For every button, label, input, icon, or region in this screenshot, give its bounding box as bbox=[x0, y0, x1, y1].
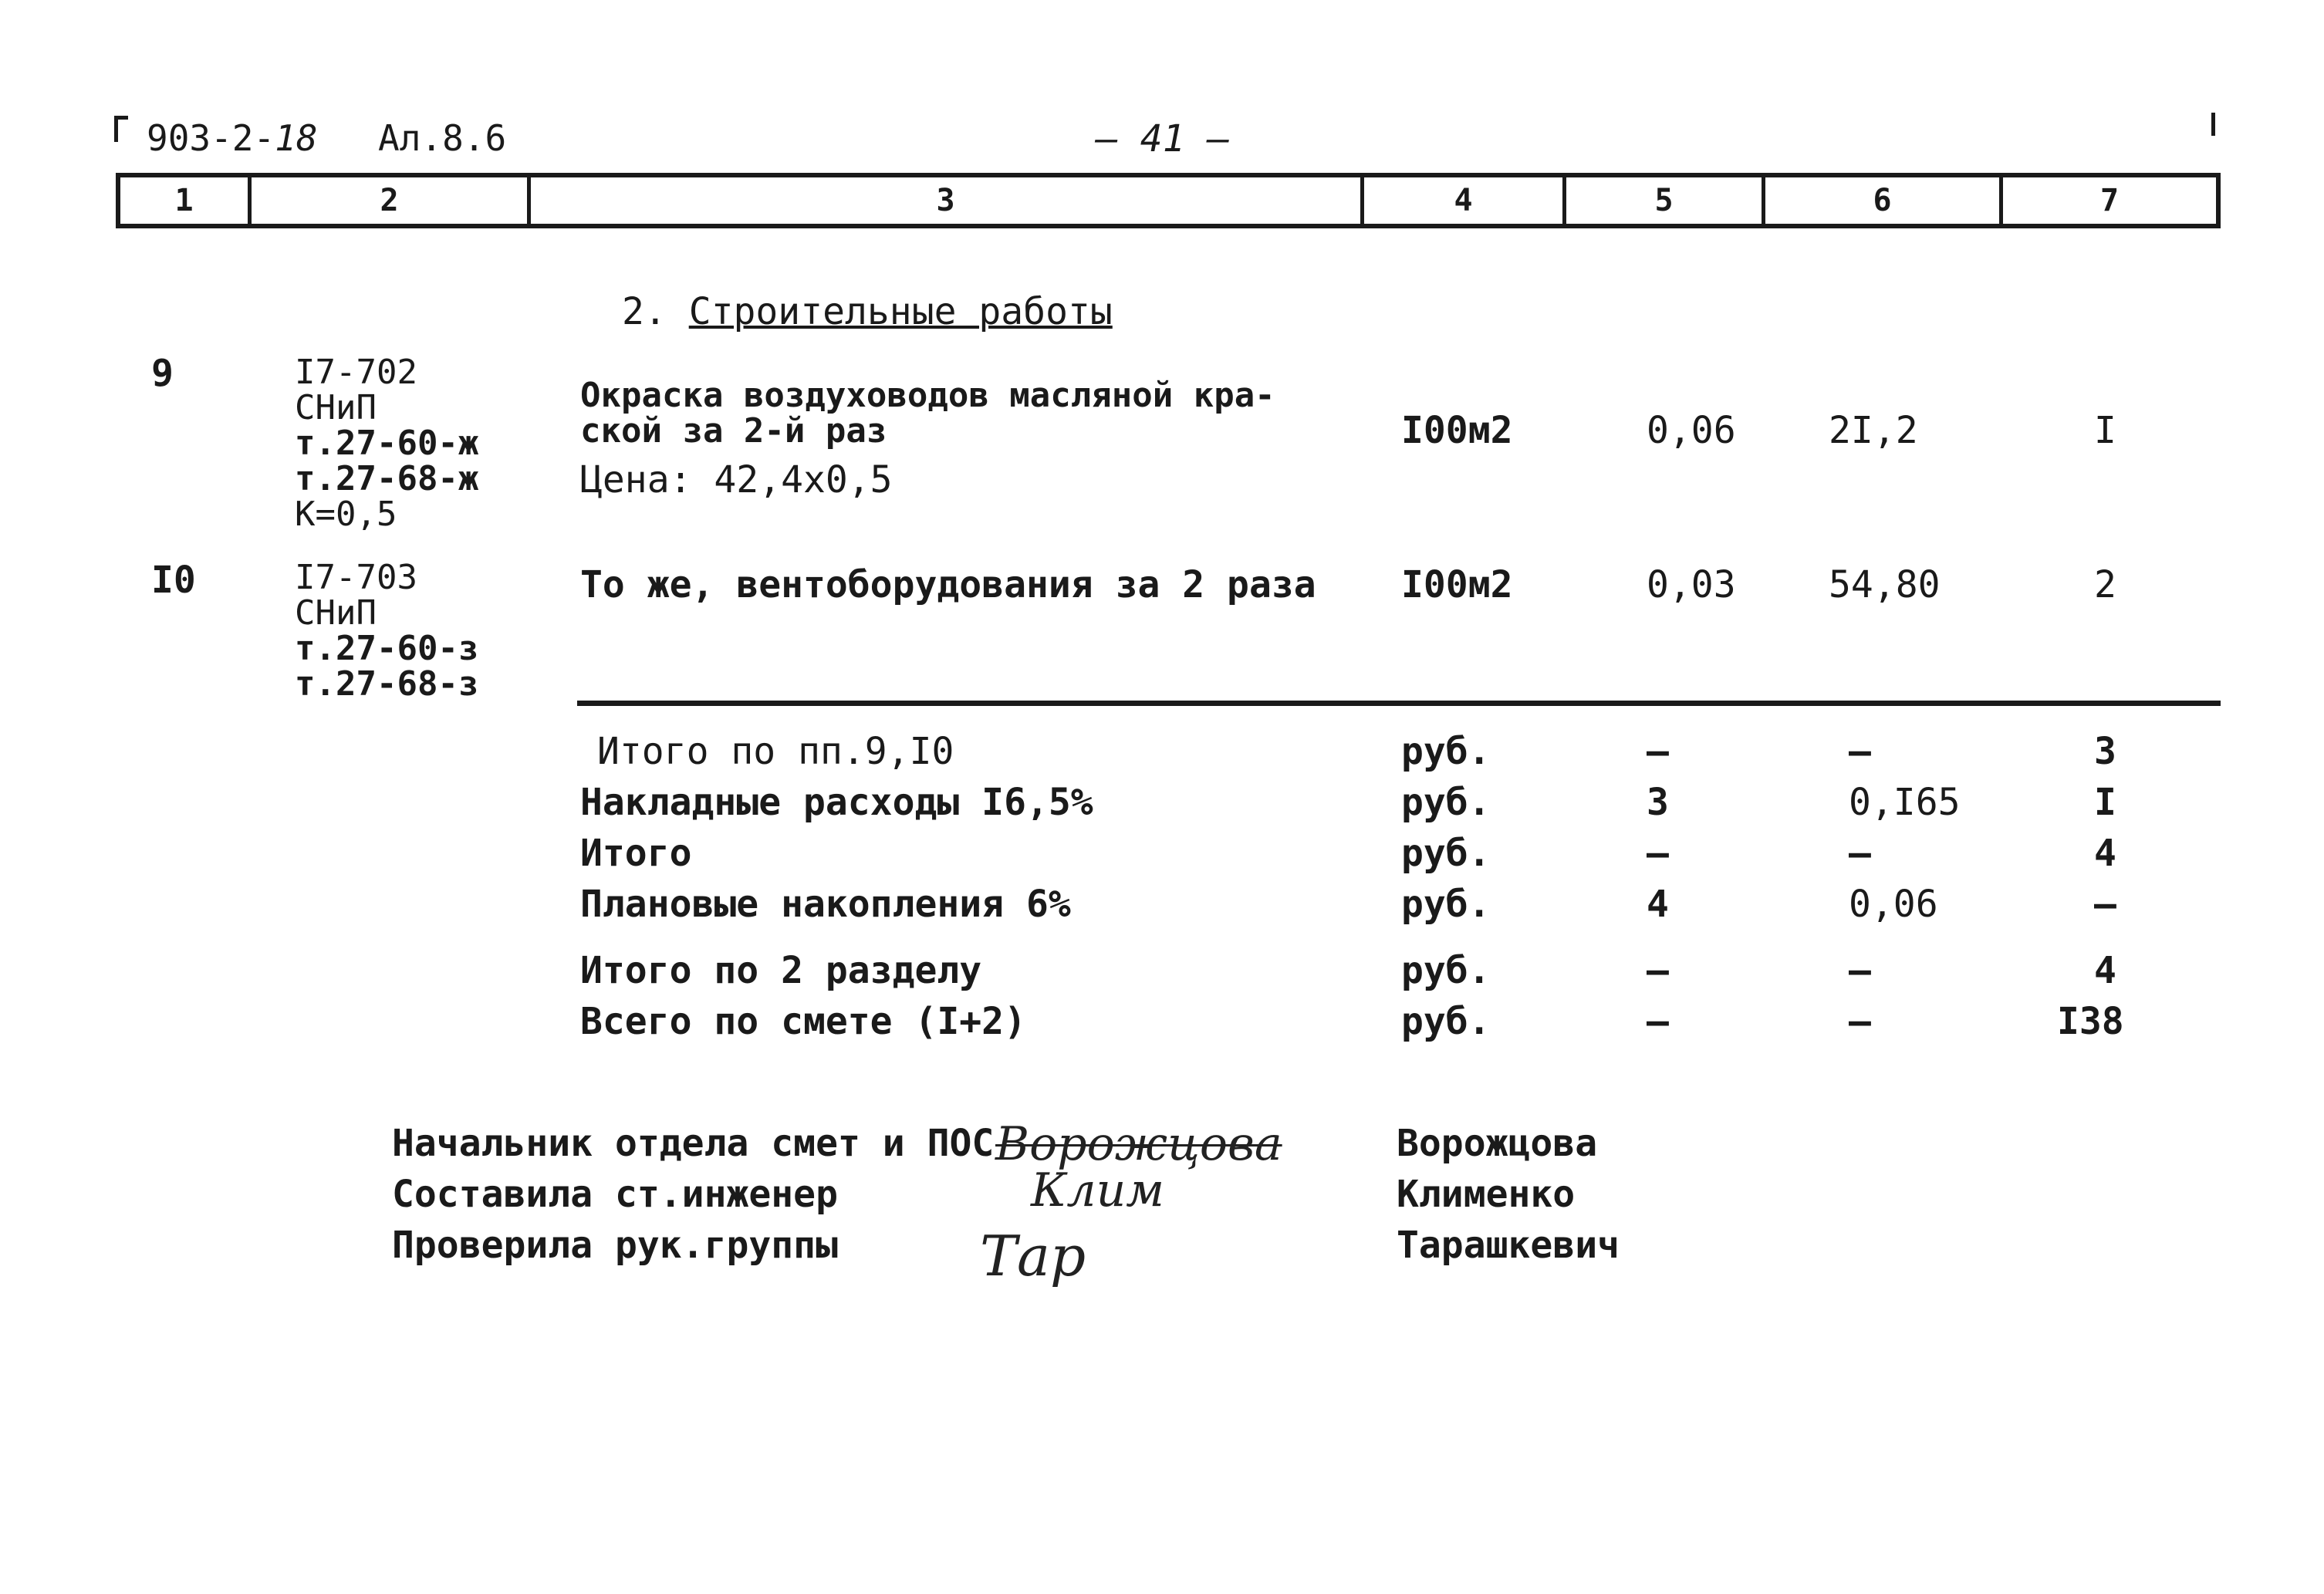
summary-col7: 4 bbox=[2094, 832, 2116, 875]
column-number: 3 bbox=[531, 177, 1364, 224]
summary-unit: руб. bbox=[1401, 883, 1491, 926]
summary-label: Всего по смете (I+2) bbox=[580, 1000, 1026, 1043]
summary-label: Итого bbox=[580, 832, 692, 875]
document-code-handwritten: 18 bbox=[275, 117, 318, 159]
row-total: I bbox=[2094, 409, 2116, 452]
summary-unit: руб. bbox=[1401, 1000, 1491, 1043]
column-number: 7 bbox=[2099, 183, 2120, 218]
handwritten-signature: Тар bbox=[980, 1224, 1086, 1288]
summary-col5: – bbox=[1647, 949, 1669, 992]
summary-label: Итого по 2 разделу bbox=[580, 949, 982, 992]
summary-col6: 0,06 bbox=[1849, 883, 1938, 926]
row-quantity: 0,06 bbox=[1647, 409, 1736, 452]
reference-line: т.27-60-ж bbox=[295, 424, 479, 463]
summary-col7: I38 bbox=[2057, 1000, 2124, 1043]
summary-unit: руб. bbox=[1401, 832, 1491, 875]
reference-line: т.27-60-з bbox=[295, 629, 479, 668]
summary-unit: руб. bbox=[1401, 949, 1491, 992]
column-numbers-header bbox=[116, 173, 2221, 228]
summary-label: Плановые накопления 6% bbox=[580, 883, 1071, 926]
summary-unit: руб. bbox=[1401, 781, 1491, 824]
summary-col7: I bbox=[2094, 781, 2116, 824]
row-quantity: 0,03 bbox=[1647, 563, 1736, 606]
reference-line: I7-702 bbox=[295, 353, 417, 392]
document-code bbox=[147, 117, 318, 159]
summary-col6: – bbox=[1849, 949, 1871, 992]
summary-label: Итого по пп.9,I0 bbox=[597, 730, 954, 773]
divider-rule bbox=[577, 701, 2221, 706]
row-description: То же, вентоборудования за 2 раза bbox=[580, 563, 1316, 606]
summary-unit: руб. bbox=[1401, 730, 1491, 773]
summary-col5: 4 bbox=[1647, 883, 1669, 926]
row-total: 2 bbox=[2094, 563, 2116, 606]
row-reference bbox=[295, 560, 478, 702]
row-number: I0 bbox=[151, 559, 196, 602]
signatory-name: Клименко bbox=[1397, 1173, 1576, 1216]
description-line: ской за 2-й раз bbox=[580, 411, 887, 451]
column-number: 2 bbox=[252, 177, 531, 224]
summary-col6: – bbox=[1849, 730, 1871, 773]
reference-line: СНиП bbox=[295, 388, 377, 427]
page-number: — 41 — bbox=[1096, 117, 1230, 160]
signatory-name: Тарашкевич bbox=[1397, 1224, 1620, 1267]
summary-col7: 3 bbox=[2094, 730, 2116, 773]
summary-col5: 3 bbox=[1647, 781, 1669, 824]
row-description bbox=[580, 378, 1275, 449]
summary-col7: 4 bbox=[2094, 949, 2116, 992]
signatory-role: Проверила рук.группы bbox=[392, 1224, 838, 1267]
handwritten-signature: Ворожцова bbox=[995, 1117, 1282, 1171]
row-price: 2I,2 bbox=[1829, 409, 1918, 452]
summary-col5: – bbox=[1647, 1000, 1669, 1043]
handwritten-signature: Клим bbox=[1031, 1163, 1165, 1217]
description-line: Окраска воздуховодов масляной кра- bbox=[580, 376, 1275, 415]
reference-line: СНиП bbox=[295, 593, 377, 633]
row-price: 54,80 bbox=[1829, 563, 1941, 606]
row-reference bbox=[295, 355, 478, 532]
row-number: 9 bbox=[151, 352, 174, 395]
column-number: 6 bbox=[1765, 177, 2003, 224]
album-number: Ал.8.6 bbox=[378, 117, 507, 159]
row-unit: I00м2 bbox=[1401, 563, 1513, 606]
signatory-role: Начальник отдела смет и ПОС bbox=[392, 1122, 995, 1165]
summary-col6: – bbox=[1849, 832, 1871, 875]
reference-line: т.27-68-ж bbox=[295, 459, 479, 498]
signatory-name: Ворожцова bbox=[1397, 1122, 1598, 1165]
section-title bbox=[622, 290, 1157, 333]
section-title-text: Строительные работы bbox=[688, 290, 1113, 333]
column-number: 1 bbox=[120, 177, 252, 224]
reference-line: I7-703 bbox=[295, 558, 417, 597]
summary-col6: – bbox=[1849, 1000, 1871, 1043]
signatory-role: Составила ст.инженер bbox=[392, 1173, 838, 1216]
section-number: 2. bbox=[622, 290, 667, 333]
row-note: Цена: 42,4х0,5 bbox=[580, 458, 893, 502]
summary-label: Накладные расходы I6,5% bbox=[580, 781, 1093, 824]
summary-col5: – bbox=[1647, 832, 1669, 875]
column-number: 5 bbox=[1566, 177, 1765, 224]
summary-col7: – bbox=[2094, 883, 2116, 926]
reference-line: К=0,5 bbox=[295, 495, 397, 534]
reference-line: т.27-68-з bbox=[295, 664, 479, 704]
document-code-text: 903-2- bbox=[147, 117, 275, 159]
summary-col5: – bbox=[1647, 730, 1669, 773]
summary-col6: 0,I65 bbox=[1849, 781, 1961, 824]
column-number: 4 bbox=[1364, 177, 1566, 224]
row-unit: I00м2 bbox=[1401, 409, 1513, 452]
